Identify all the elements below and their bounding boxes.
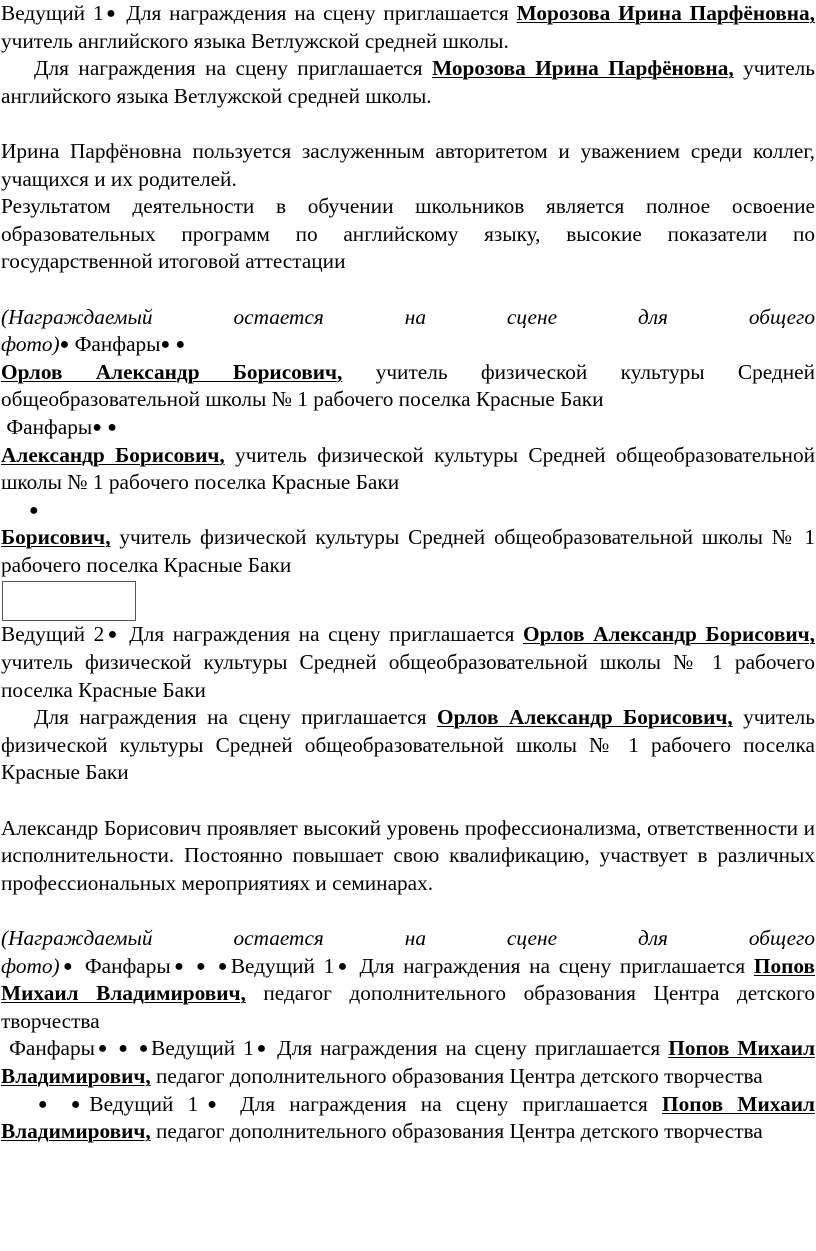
presenter-label: Ведущий 1 (151, 1036, 254, 1061)
awardee-name: Борисович, (1, 525, 111, 550)
bullet-icon: ● (107, 418, 117, 436)
bullet-icon: ● (59, 336, 70, 354)
awardee-name: Александр Борисович, (1, 442, 225, 467)
text: учитель физической культуры Средней общеобразовательной школы № 1 рабочего поселка Красные Баки (1, 525, 815, 577)
text: Для награждения на сцену приглашается (34, 56, 433, 81)
paragraph-photo-popov-1 (1, 925, 815, 1035)
awardee-name: Попов Михаил Владимирович, (1, 953, 815, 1006)
bullet-icon: ● (59, 957, 77, 975)
presenter-label: Ведущий 1 (230, 953, 335, 978)
paragraph-fanfare-2 (1, 414, 815, 442)
bullet-icon: ● (104, 626, 121, 644)
paragraph-popov-2 (1, 1035, 815, 1090)
bullet-icon: ● (217, 957, 231, 975)
blank-line (1, 110, 815, 138)
bullet-icon: ● (170, 957, 188, 975)
paragraph-popov-3 (1, 1091, 815, 1146)
text: Для награждения на сцену приглашается (120, 622, 524, 647)
paragraph-morozova-repeat (1, 55, 815, 110)
presenter-label: Ведущий 1 (1, 1, 104, 25)
paragraph-morozova-desc: Ирина Парфёновна пользуется заслуженным авторитетом и уважением среди коллег, учащихся и их родителей. (1, 138, 815, 191)
awardee-name: Орлов Александр Борисович, (1, 359, 343, 384)
text: Для награждения на сцену приглашается (350, 953, 754, 978)
bullet-icon: ● (138, 1040, 152, 1058)
presenter-label: Ведущий 2 (1, 622, 105, 647)
awardee-name: Орлов Александр Борисович, (523, 622, 816, 647)
text: учитель физической культуры Средней общеобразовательной школы № 1 рабочего поселка Красные Баки (1, 359, 815, 412)
fanfare-label: Фанфары (74, 332, 161, 357)
awardee-name: Морозова Ирина Парфёновна, (432, 56, 734, 81)
bullet-icon: ● (92, 418, 102, 436)
bullet-icon: ● (29, 1095, 57, 1113)
paragraph-orlov-2 (1, 442, 815, 497)
text: учитель физической культуры Средней общеобразовательной школы № 1 рабочего поселка Красные Баки (1, 650, 815, 702)
text: учитель физической культуры Средней общеобразовательной школы № 1 рабочего поселка Красные Баки (1, 705, 816, 785)
text: Для награждения на сцену приглашается (118, 1, 517, 25)
paragraph-orlov-desc: Александр Борисович проявляет высокий уровень профессионализма, ответственности и исполнительности. Постоянно повышает свою квалификацию, участвует в различных профессиональных мероприятиях и семинарах. (1, 815, 815, 895)
bullet-icon: ● (253, 1040, 270, 1058)
paragraph-orlov-repeat (1, 704, 815, 787)
bullet-icon: ● (334, 957, 351, 975)
paragraph-orlov-1 (1, 359, 815, 414)
photo-note: (Награждаемый остается на сцене для общего фото) (1, 926, 815, 978)
text: учитель английского языка Ветлужской средней школы. (1, 56, 815, 108)
bullet-icon: ● (195, 957, 210, 975)
text: учитель физической культуры Средней общеобразовательной школы № 1 рабочего поселка Красные Баки (1, 442, 815, 495)
bullet-icon: ● (70, 1095, 90, 1113)
text: учитель английского языка Ветлужской средней школы. (1, 28, 509, 53)
text: Для награждения на сцену приглашается (269, 1036, 669, 1061)
awardee-name: Попов Михаил Владимирович, (1, 1091, 815, 1144)
blank-line (1, 897, 815, 925)
bullet-icon: ● (175, 336, 186, 354)
awardee-name: Морозова Ирина Парфёновна, (516, 1, 816, 25)
bullet-icon: ● (118, 1040, 131, 1058)
bullet-icon: ● (94, 1040, 111, 1058)
fanfare-label: Фанфары (6, 414, 93, 439)
awardee-name: Орлов Александр Борисович, (437, 705, 733, 730)
paragraph-morozova-result: Результатом деятельности в обучении школьников является полное освоение образовательных программ по английскому языку, высокие показатели по государственной итоговой аттестации (1, 194, 815, 274)
blank-line (1, 787, 815, 815)
paragraph-orlov-3 (1, 524, 815, 579)
empty-frame (2, 581, 136, 621)
photo-note: (Награждаемый остается на сцене для общего фото) (1, 304, 815, 357)
paragraph-intro-orlov (1, 621, 815, 704)
text: педагог дополнительного образования Центра детского творчества (1, 981, 816, 1033)
bullet-icon: ● (160, 336, 171, 354)
fanfare-label: Фанфары (84, 953, 171, 978)
blank-line (1, 276, 815, 304)
paragraph-bullet-only (1, 497, 815, 525)
paragraph-photo-fanfare-1 (1, 304, 815, 359)
text: Для награждения на сцену приглашается (225, 1091, 663, 1116)
text: педагог дополнительного образования Центра детского творчества (150, 1119, 763, 1144)
text: педагог дополнительного образования Центра детского творчества (150, 1063, 763, 1088)
bullet-icon: ● (103, 5, 119, 22)
text: Для награждения на сцену приглашается (34, 705, 438, 730)
bullet-icon: ● (198, 1095, 226, 1113)
presenter-label: Ведущий 1 (89, 1091, 199, 1116)
awardee-name: Попов Михаил Владимирович, (1, 1036, 816, 1088)
fanfare-label: Фанфары (9, 1036, 95, 1061)
bullet-icon: ● (29, 501, 39, 519)
paragraph-intro-morozova (1, 0, 815, 55)
